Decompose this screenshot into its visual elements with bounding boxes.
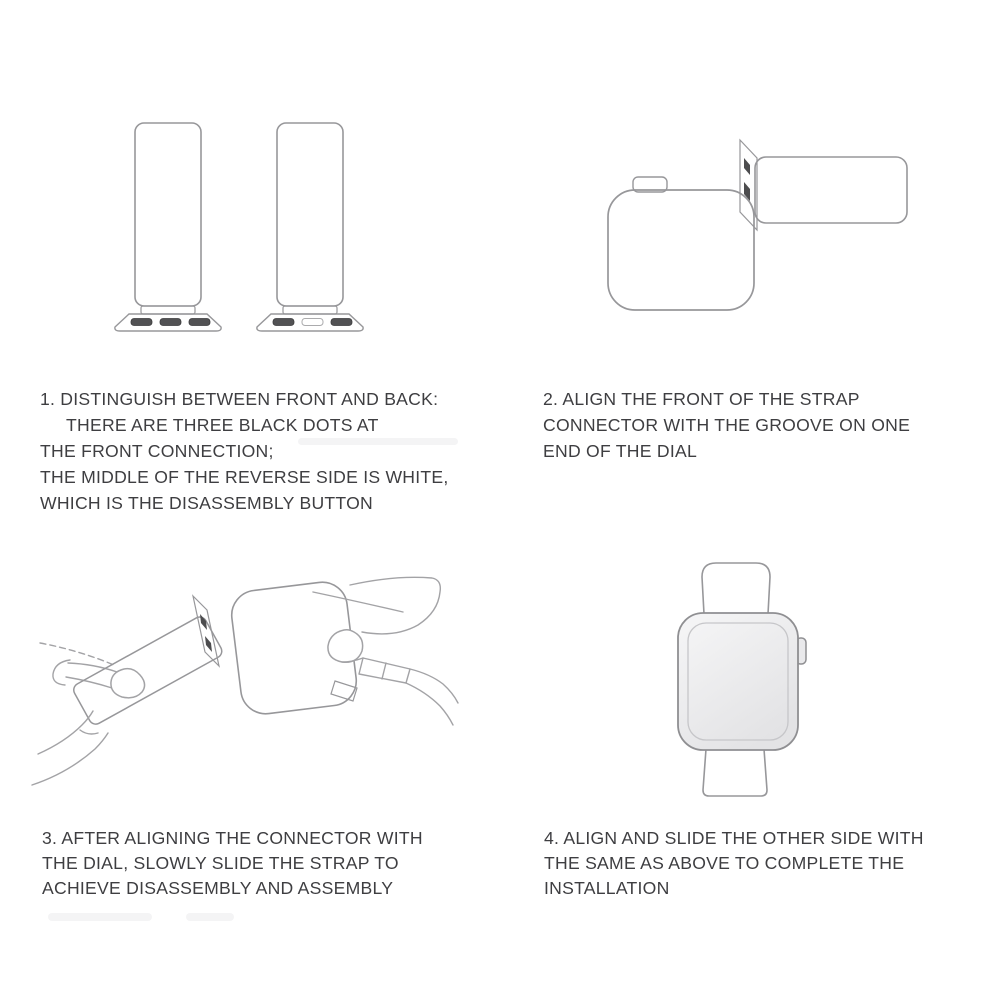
instruction-line: ACHIEVE DISASSEMBLY AND ASSEMBLY	[42, 878, 394, 898]
instruction-line: 3. AFTER ALIGNING THE CONNECTOR WITH	[42, 828, 423, 848]
instruction-line: THERE ARE THREE BLACK DOTS AT	[66, 415, 379, 435]
instruction-line: INSTALLATION	[544, 878, 670, 898]
instruction-line: THE MIDDLE OF THE REVERSE SIDE IS WHITE,	[40, 467, 449, 487]
print-artifact	[298, 438, 458, 445]
instruction-line: CONNECTOR WITH THE GROOVE ON ONE	[543, 415, 911, 435]
instruction-line: THE SAME AS ABOVE TO COMPLETE THE	[544, 853, 905, 873]
instruction-line: 4. ALIGN AND SLIDE THE OTHER SIDE WITH	[544, 828, 924, 848]
watch-case	[678, 613, 798, 750]
assembled-watch-illustration	[640, 545, 900, 810]
instruction-line: WHICH IS THE DISASSEMBLY BUTTON	[40, 493, 373, 513]
instruction-line: 2. ALIGN THE FRONT OF THE STRAP	[543, 389, 860, 409]
instruction-line: 1. DISTINGUISH BETWEEN FRONT AND BACK:	[40, 389, 439, 409]
watch-strap-top	[702, 563, 770, 614]
instruction-line: END OF THE DIAL	[543, 441, 697, 461]
instruction-line: THE FRONT CONNECTION;	[40, 441, 274, 461]
step-4-caption	[544, 826, 924, 901]
print-artifact	[186, 913, 234, 921]
watch-strap-bottom	[703, 749, 767, 796]
print-artifact	[48, 913, 152, 921]
instruction-line: THE DIAL, SLOWLY SLIDE THE STRAP TO	[42, 853, 399, 873]
